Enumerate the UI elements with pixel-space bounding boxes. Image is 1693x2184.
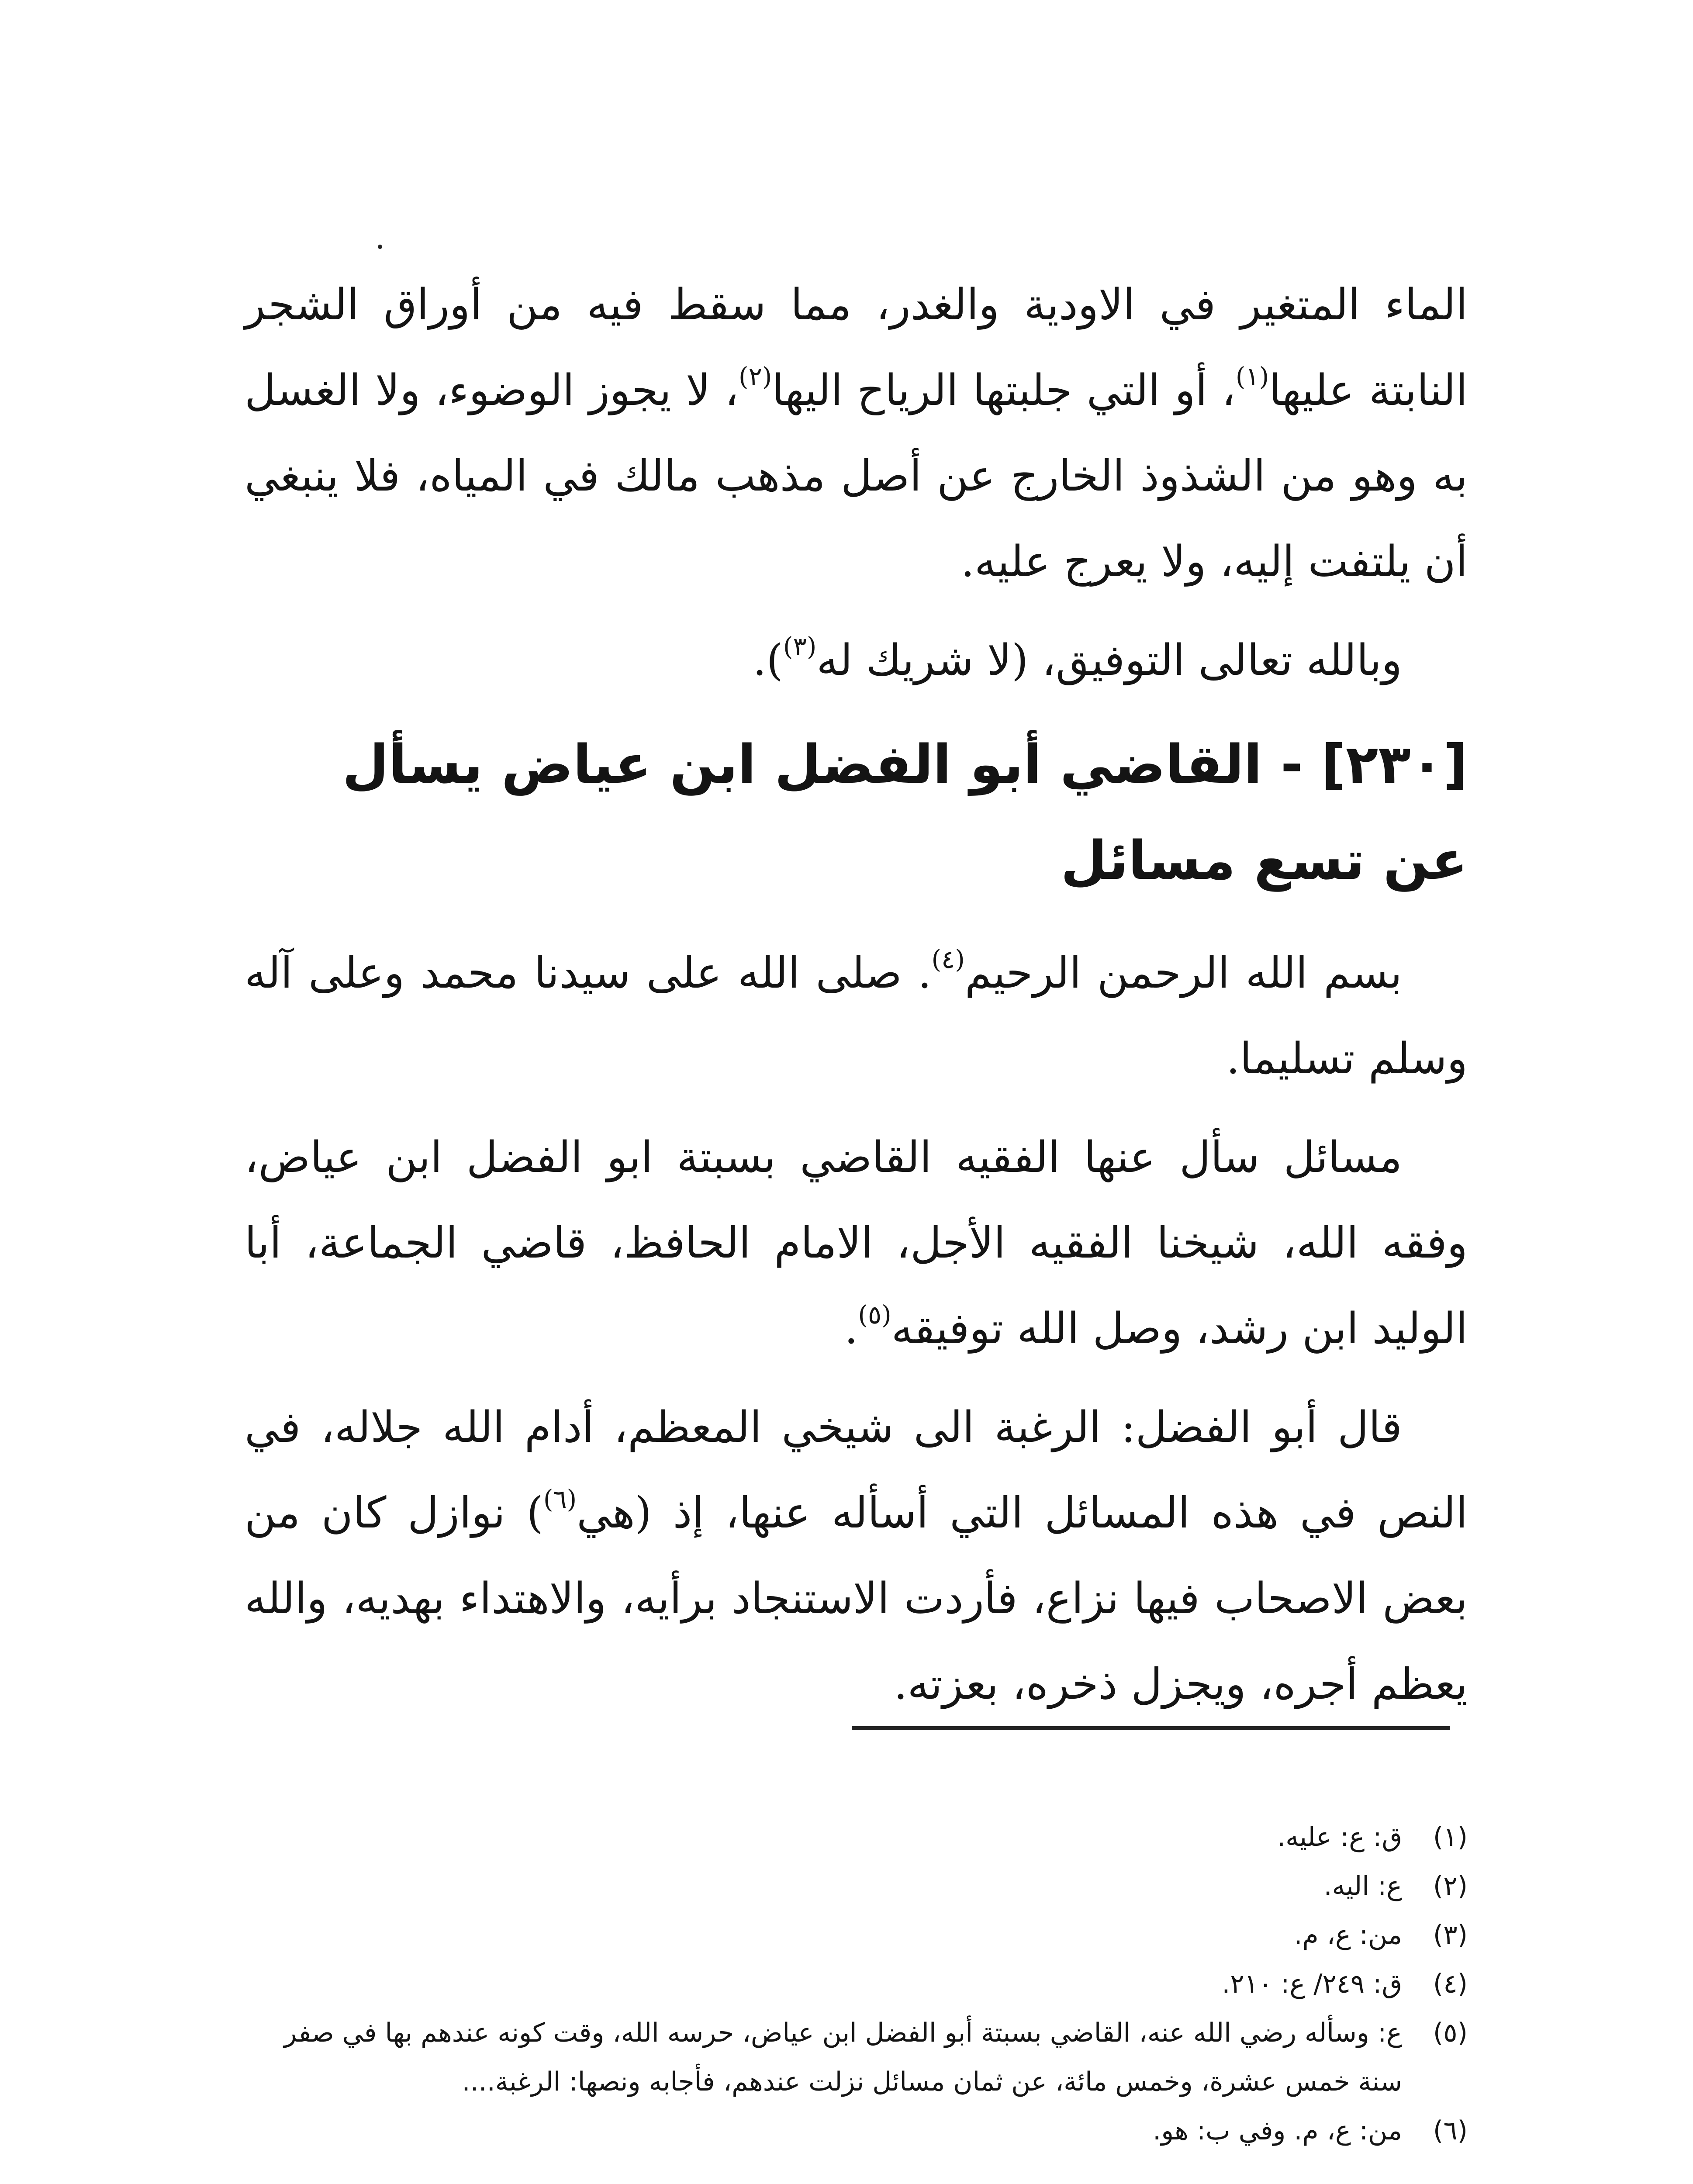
footnote-text: ع: اليه. — [1323, 1871, 1402, 1901]
paragraph-text: ، أو التي جلبتها الرياح اليها — [772, 366, 1236, 415]
footnote-item — [245, 1911, 1468, 1959]
footnote-marker: (٥) — [858, 1300, 891, 1330]
paragraph-text: قال أبو الفضل: الرغبة الى شيخي المعظم، أدام الله جلاله، في النص في هذه المسائل التي أسأله عنها، إذ (هي — [245, 1403, 1468, 1538]
paragraph-text: . — [844, 1304, 858, 1354]
footnote-marker: (٢) — [738, 362, 772, 391]
footnote-number: (٣) — [1433, 1920, 1468, 1950]
footnote-number: (٤) — [1433, 1969, 1468, 1999]
footnote-item — [245, 2106, 1468, 2155]
footnote-text: من: ع، م. وفي ب: هو. — [1153, 2115, 1402, 2146]
paragraph-water-ruling — [245, 262, 1468, 605]
footnote-text: ق: ٢٤٩/ ع: ٢١٠. — [1222, 1969, 1402, 1999]
footnote-separator — [852, 1726, 1450, 1730]
footnote-number: (٥) — [1433, 2018, 1468, 2048]
footnote-text: ق: ع: عليه. — [1277, 1822, 1402, 1852]
main-text — [245, 262, 1468, 1740]
paragraph-text: وبالله تعالى التوفيق، (لا شريك له — [816, 636, 1402, 685]
footnote-number: (٦) — [1433, 2115, 1468, 2146]
footnotes — [245, 1813, 1468, 2155]
paragraph-text: بسم الله الرحمن الرحيم — [964, 948, 1402, 998]
paragraph-text: . صلى الله على سيدنا محمد وعلى آله وسلم تسليما. — [245, 948, 1468, 1084]
section-heading: [٢٣٠] - القاضي أبو الفضل ابن عياض يسأل عن تسع مسائل — [342, 733, 1468, 892]
footnote-marker: (٤) — [931, 944, 965, 974]
paragraph-text: ). — [753, 636, 783, 685]
paragraph-abu-alfadl — [245, 1385, 1468, 1727]
footnote-item — [245, 1813, 1468, 1862]
ink-speck — [378, 245, 382, 249]
footnote-text: ع: وسأله رضي الله عنه، القاضي بسبتة أبو الفضل ابن عياض، حرسه الله، وقت كونه عندهم بها في صفر سنة خمس عشرة، وخمس مائة، عن ثمان مسائل نزلت عندهم، فأجابه ونصها: الرغبة.... — [284, 2018, 1402, 2097]
paragraph-closing — [245, 618, 1468, 703]
footnote-item — [245, 1959, 1468, 2008]
paragraph-text: ، لا يجوز الوضوء، ولا الغسل به وهو من الشذوذ الخارج عن أصل مذهب مالك في المياه، فلا ينبغي أن يلتفت إليه، ولا يعرج عليه. — [245, 366, 1468, 587]
footnote-number: (١) — [1433, 1822, 1468, 1852]
paragraph-basmala — [245, 930, 1468, 1102]
paragraph-questions-intro — [245, 1115, 1468, 1372]
footnote-item — [245, 1862, 1468, 1911]
footnote-marker: (٦) — [543, 1484, 577, 1514]
footnote-marker: (١) — [1235, 362, 1269, 391]
paragraph-text: مسائل سأل عنها الفقيه القاضي بسبتة ابو الفضل ابن عياض، وفقه الله، شيخنا الفقيه الأجل، الامام الحافظ، قاضي الجماعة، أبا الوليد ابن رشد، وصل الله توفيقه — [245, 1133, 1468, 1354]
footnote-text: من: ع، م. — [1294, 1920, 1402, 1950]
footnote-item — [245, 2008, 1468, 2106]
paragraph-text: ) نوازل كان من بعض الاصحاب فيها نزاع، فأردت الاستنجاد برأيه، والاهتداء بهديه، والله يعظم أجره، ويجزل ذخره، بعزته. — [245, 1488, 1468, 1709]
footnote-marker: (٣) — [783, 632, 817, 661]
paragraph-text: الماء المتغير في الاودية والغدر، مما سقط فيه من أوراق الشجر النابتة عليها — [245, 280, 1468, 415]
footnote-number: (٢) — [1433, 1871, 1468, 1901]
